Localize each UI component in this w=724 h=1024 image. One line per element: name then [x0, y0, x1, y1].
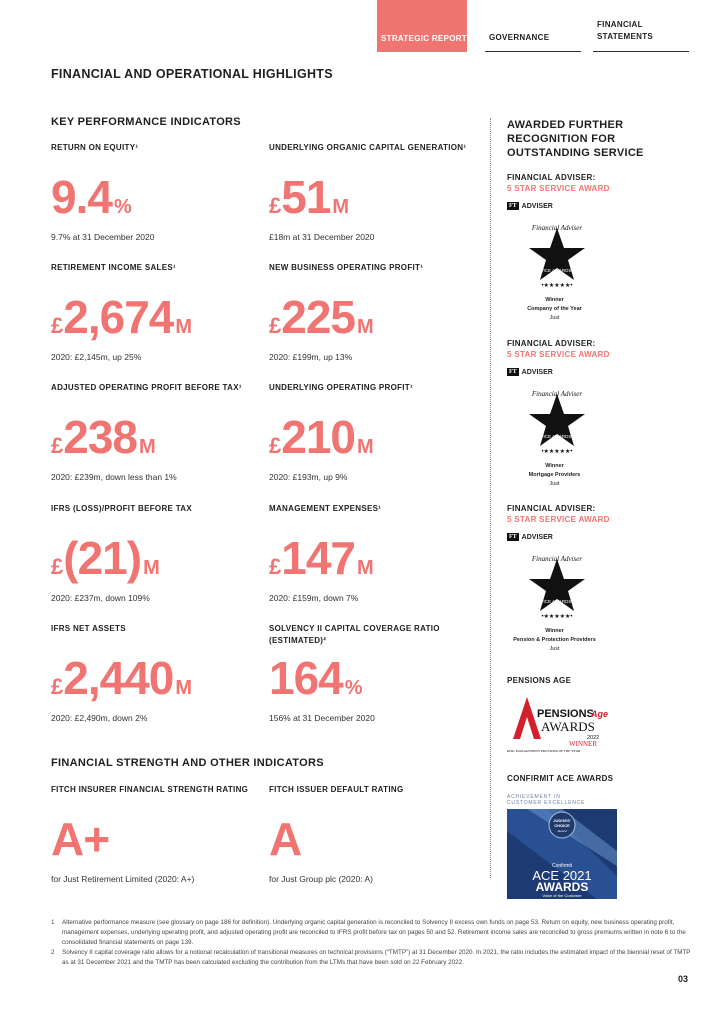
badge-line3: Award	[557, 829, 567, 833]
kpi-value	[51, 172, 251, 228]
kpi-note: 2020: £2,490m, down 2%	[51, 713, 148, 723]
kpi-suffix: M	[175, 677, 192, 699]
ft-adviser-logo	[507, 202, 687, 210]
kpi-note: 2020: £199m, up 13%	[269, 352, 353, 362]
rating-value	[51, 814, 251, 870]
logo-category: RISK MANAGEMENT PROVIDER OF THE YEAR	[507, 749, 581, 753]
footnote-number: 2	[51, 949, 55, 956]
rating-number: A+	[51, 813, 110, 865]
award-heading: PENSIONS AGE	[507, 676, 572, 685]
tab-governance-label: GOVERNANCE	[489, 33, 550, 42]
footnote-text: Solvency II capital coverage ratio allows for a notional recalculation of transitional measures on technical provisions (“TMTP”) at 31 December 2020. In 2021, the ratio includes the estimated impact of the biennial reset of TMTP as at 31 December 2021 and the TMTP has been calculated excluding the contribution from the LTMs that have been sold on 22 February 2022.	[62, 949, 691, 966]
kpi-note: 2020: £239m, down less than 1%	[51, 472, 177, 482]
award-subheading: 5 STAR SERVICE AWARD	[507, 184, 610, 193]
ft-adviser-logo	[507, 368, 687, 376]
strength-section-title: FINANCIAL STRENGTH AND OTHER INDICATORS	[51, 757, 324, 769]
kpi-note: 9.7% at 31 December 2020	[51, 232, 155, 242]
kpi-number: 2,440	[63, 652, 174, 704]
rating-note: for Just Group plc (2020: A)	[269, 874, 373, 884]
top-navigation	[377, 0, 689, 52]
sidebar-divider	[490, 118, 491, 878]
seal-title: Financial Adviser	[531, 555, 583, 563]
ft-logo-text: ADVISER	[521, 202, 553, 210]
ft-logo-text: ADVISER	[521, 533, 553, 541]
kpi-label: IFRS (LOSS)/PROFIT BEFORE TAX	[51, 504, 192, 513]
kpi-number: (21)	[63, 532, 142, 584]
seal-stars: •★★★★★•	[541, 614, 573, 620]
page-title: FINANCIAL AND OPERATIONAL HIGHLIGHTS	[51, 67, 333, 81]
pensions-age-logo-icon	[507, 691, 617, 753]
badge-line1: JUDGES'	[553, 818, 571, 823]
award-confirmit-ace	[507, 773, 687, 903]
award-pensions-age	[507, 675, 687, 755]
kpi-number: 225	[281, 291, 355, 343]
award-subheading: 5 STAR SERVICE AWARD	[507, 350, 610, 359]
page-number: 03	[678, 974, 689, 984]
confirmit-top-line1: ACHIEVEMENT IN	[507, 794, 561, 800]
kpi-number: 51	[281, 171, 331, 223]
kpi-prefix: £	[269, 433, 281, 458]
logo-year: 2022	[587, 735, 600, 741]
confirmit-voice: Voice of the Customer	[542, 893, 582, 898]
kpi-ifrs-profit	[51, 503, 251, 603]
seal-subtitle: SERVICE AWARDS 2021	[531, 599, 583, 604]
ft-adviser-logo	[507, 533, 687, 541]
rating-number: A	[269, 813, 302, 865]
kpi-note: 2020: £237m, down 109%	[51, 593, 150, 603]
footnote-1	[51, 918, 691, 948]
footnote-number: 1	[51, 919, 55, 926]
winner-label: Winner	[545, 628, 564, 634]
confirmit-ace: ACE 2021	[532, 868, 592, 883]
logo-awards: AWARDS	[541, 719, 595, 734]
sidebar-title: AWARDED FURTHER RECOGNITION FOR OUTSTANDING SERVICE	[507, 119, 644, 159]
ft-logo-icon: FT	[509, 203, 517, 209]
kpi-suffix: M	[143, 557, 159, 579]
rating-insurer-strength	[51, 784, 251, 884]
award-seal-icon	[522, 220, 592, 290]
ft-logo-icon: FT	[509, 369, 517, 375]
award-winner-text	[507, 627, 602, 654]
kpi-management-expenses	[269, 503, 469, 603]
kpi-number: 238	[63, 411, 137, 463]
winner-category: Pension & Protection Providers	[513, 637, 596, 643]
award-heading: FINANCIAL ADVISER:	[507, 339, 596, 348]
ft-logo-text: ADVISER	[521, 368, 553, 376]
kpi-number: 9.4	[51, 171, 112, 223]
seal-stars: •★★★★★•	[541, 283, 573, 289]
kpi-adjusted-operating-profit	[51, 382, 251, 482]
kpi-number: 2,674	[63, 291, 174, 343]
kpi-number: 147	[281, 532, 355, 584]
logo-age: Age	[591, 709, 609, 719]
winner-label: Winner	[545, 297, 564, 303]
tab-strategic-report-label: STRATEGIC REPORT	[381, 34, 467, 43]
kpi-note: 156% at 31 December 2020	[269, 713, 375, 723]
kpi-retirement-income-sales	[51, 262, 251, 362]
kpi-ifrs-net-assets	[51, 623, 251, 723]
winner-company: Just	[549, 315, 560, 321]
footnotes	[51, 918, 691, 968]
kpi-suffix: M	[357, 557, 373, 579]
kpi-prefix: £	[269, 313, 281, 338]
award-mortgage-providers	[507, 338, 687, 498]
kpi-value	[269, 533, 469, 589]
confirmit-awards: AWARDS	[535, 880, 589, 894]
kpi-label: MANAGEMENT EXPENSES¹	[269, 504, 382, 513]
kpi-section-title: KEY PERFORMANCE INDICATORS	[51, 116, 241, 128]
logo-main: PENSIONS	[537, 708, 594, 720]
kpi-underlying-operating-profit	[269, 382, 469, 482]
kpi-return-on-equity	[51, 142, 251, 242]
award-winner-text	[507, 462, 602, 489]
footnote-2	[51, 948, 691, 968]
kpi-suffix: M	[357, 316, 373, 338]
rating-issuer-default	[269, 784, 469, 884]
award-heading: FINANCIAL ADVISER:	[507, 173, 596, 182]
kpi-value	[269, 292, 469, 348]
award-company-of-year	[507, 172, 687, 332]
kpi-prefix: £	[269, 193, 281, 218]
winner-company: Just	[549, 646, 560, 652]
rating-value	[269, 814, 469, 870]
rating-label: FITCH ISSUER DEFAULT RATING	[269, 785, 404, 794]
tab-governance[interactable]	[485, 0, 581, 52]
seal-title: Financial Adviser	[531, 390, 583, 398]
kpi-suffix: M	[332, 196, 349, 218]
kpi-label: UNDERLYING ORGANIC CAPITAL GENERATION¹	[269, 143, 467, 152]
winner-company: Just	[549, 481, 560, 487]
kpi-label: RETURN ON EQUITY¹	[51, 143, 139, 152]
kpi-value	[269, 172, 469, 228]
kpi-value	[51, 412, 251, 468]
badge-line2: CHOICE	[554, 823, 570, 828]
rating-note: for Just Retirement Limited (2020: A+)	[51, 874, 195, 884]
seal-subtitle: SERVICE AWARDS 2021	[531, 434, 583, 439]
logo-winner: WINNER	[569, 740, 597, 748]
seal-stars: •★★★★★•	[541, 449, 573, 455]
tab-strategic-report[interactable]	[377, 0, 467, 52]
kpi-note: 2020: £193m, up 9%	[269, 472, 348, 482]
kpi-number: 210	[281, 411, 355, 463]
kpi-note: 2020: £159m, down 7%	[269, 593, 359, 603]
kpi-label: NEW BUSINESS OPERATING PROFIT¹	[269, 263, 424, 272]
kpi-suffix: %	[344, 677, 362, 699]
ft-logo-icon: FT	[509, 534, 517, 540]
award-winner-text	[507, 296, 602, 323]
kpi-prefix: £	[51, 433, 63, 458]
award-pension-protection	[507, 503, 687, 663]
winner-category: Company of the Year	[527, 306, 582, 312]
footnote-text: Alternative performance measure (see glossary on page 186 for definition). Underlying organic capital generation is reconciled to Solvency II excess own funds on page 53. Return on equity, new business operating profit, management expenses, underlying operating profit, and adjusted operating profit are reconciled to IFRS profit before tax on pages 50 and 52. Retirement income sales are reconciled to gross premiums written in note 6 to the consolidated financial statements on page 139.	[62, 919, 686, 946]
award-heading: CONFIRMIT ACE AWARDS	[507, 774, 614, 783]
kpi-suffix: M	[139, 436, 155, 458]
seal-title: Financial Adviser	[531, 224, 583, 232]
kpi-value	[51, 533, 251, 589]
seal-subtitle: SERVICE AWARDS 2021	[531, 268, 583, 273]
kpi-label: RETIREMENT INCOME SALES¹	[51, 263, 176, 272]
winner-category: Mortgage Providers	[528, 472, 581, 478]
award-seal-icon	[522, 551, 592, 621]
award-heading: FINANCIAL ADVISER:	[507, 504, 596, 513]
kpi-suffix: M	[175, 316, 192, 338]
kpi-prefix: £	[51, 313, 63, 338]
award-seal-icon	[522, 386, 592, 456]
kpi-suffix: M	[357, 436, 373, 458]
kpi-prefix: £	[51, 674, 63, 699]
kpi-label: SOLVENCY II CAPITAL COVERAGE RATIO (ESTIMATED)²	[269, 624, 440, 645]
kpi-value	[51, 653, 251, 709]
kpi-note: 2020: £2,145m, up 25%	[51, 352, 142, 362]
kpi-prefix: £	[269, 554, 281, 579]
confirmit-top-line2: CUSTOMER EXCELLENCE	[507, 800, 586, 806]
award-subheading: 5 STAR SERVICE AWARD	[507, 515, 610, 524]
confirmit-ace-logo-icon	[507, 791, 617, 899]
tab-financial-statements[interactable]	[593, 0, 689, 52]
kpi-value	[269, 412, 469, 468]
confirmit-brand: Confirmit	[551, 863, 573, 869]
kpi-label: ADJUSTED OPERATING PROFIT BEFORE TAX¹	[51, 383, 242, 392]
kpi-label: UNDERLYING OPERATING PROFIT¹	[269, 383, 413, 392]
kpi-new-business-profit	[269, 262, 469, 362]
kpi-organic-capital	[269, 142, 469, 242]
kpi-suffix: %	[113, 196, 131, 218]
kpi-label: IFRS NET ASSETS	[51, 624, 126, 633]
tab-financial-statements-label: FINANCIAL STATEMENTS	[597, 20, 654, 41]
kpi-note: £18m at 31 December 2020	[269, 232, 375, 242]
kpi-number: 164	[269, 652, 343, 704]
kpi-solvency-ratio	[269, 623, 469, 723]
kpi-value	[51, 292, 251, 348]
kpi-value	[269, 653, 469, 709]
rating-label: FITCH INSURER FINANCIAL STRENGTH RATING	[51, 785, 249, 794]
kpi-prefix: £	[51, 554, 63, 579]
winner-label: Winner	[545, 463, 564, 469]
